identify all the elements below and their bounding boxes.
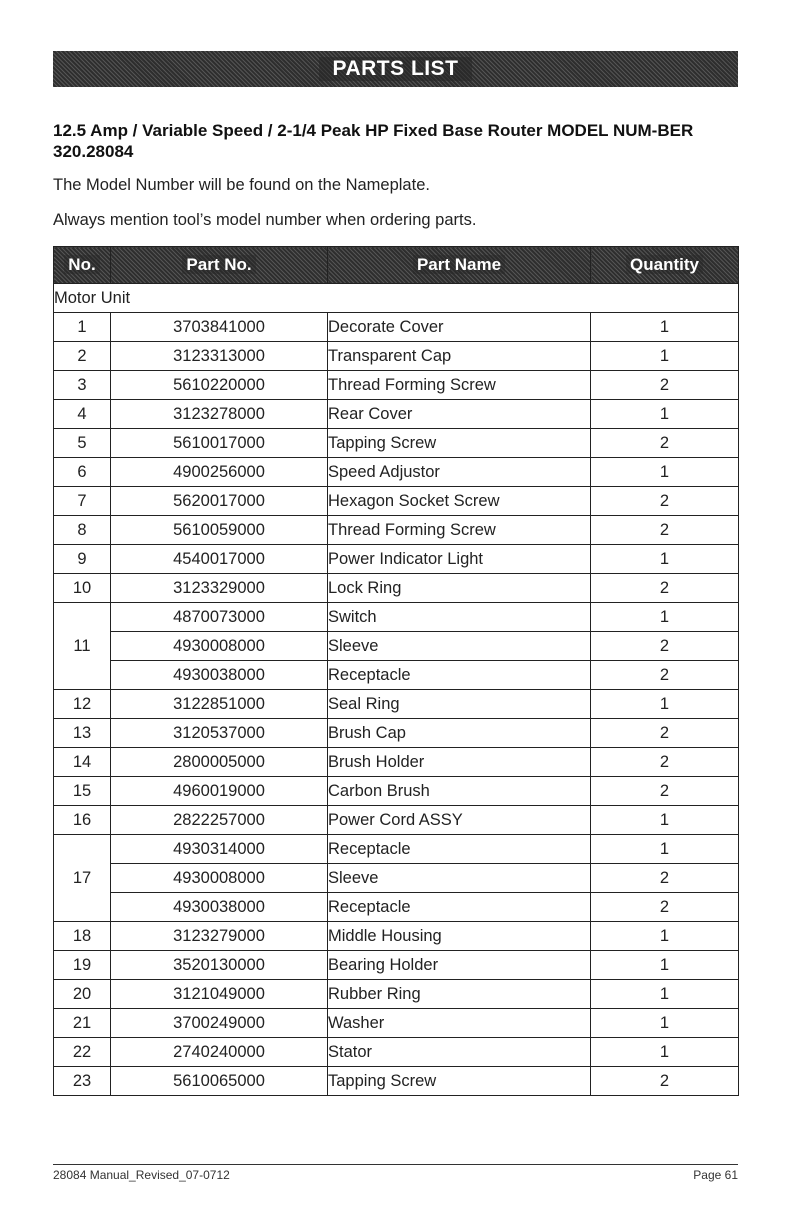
item-number: 12 (54, 690, 111, 719)
item-number: 2 (54, 342, 111, 371)
part-quantity: 2 (591, 632, 739, 661)
section-row (54, 284, 739, 313)
item-number: 13 (54, 719, 111, 748)
part-name: Seal Ring (328, 690, 591, 719)
table-row (54, 487, 739, 516)
table-row (54, 980, 739, 1009)
part-name: Lock Ring (328, 574, 591, 603)
footer-page-number: Page 61 (693, 1168, 738, 1182)
item-number: 10 (54, 574, 111, 603)
header-quantity-label: Quantity (626, 255, 703, 274)
table-row (54, 458, 739, 487)
table-row (54, 313, 739, 342)
part-number: 3121049000 (111, 980, 328, 1009)
part-quantity: 2 (591, 371, 739, 400)
part-number: 3122851000 (111, 690, 328, 719)
header-part-no-label: Part No. (182, 255, 255, 274)
item-number: 8 (54, 516, 111, 545)
table-header-row (54, 247, 739, 284)
part-quantity: 2 (591, 429, 739, 458)
item-number: 11 (54, 603, 111, 690)
item-number: 4 (54, 400, 111, 429)
part-number: 3123279000 (111, 922, 328, 951)
part-number: 5610059000 (111, 516, 328, 545)
part-quantity: 1 (591, 951, 739, 980)
ordering-note: Always mention tool’s model number when ordering parts. (53, 211, 477, 229)
part-quantity: 2 (591, 661, 739, 690)
part-number: 2800005000 (111, 748, 328, 777)
part-quantity: 1 (591, 603, 739, 632)
item-number: 7 (54, 487, 111, 516)
item-number: 17 (54, 835, 111, 922)
parts-table-body (54, 284, 739, 1096)
part-name: Brush Holder (328, 748, 591, 777)
table-row (54, 748, 739, 777)
part-quantity: 2 (591, 748, 739, 777)
part-quantity: 2 (591, 516, 739, 545)
part-name: Washer (328, 1009, 591, 1038)
part-quantity: 1 (591, 835, 739, 864)
item-number: 18 (54, 922, 111, 951)
footer-document-id: 28084 Manual_Revised_07-0712 (53, 1168, 230, 1182)
header-quantity (591, 247, 739, 284)
part-quantity: 2 (591, 574, 739, 603)
part-name: Thread Forming Screw (328, 371, 591, 400)
part-number: 4930038000 (111, 661, 328, 690)
part-number: 3123313000 (111, 342, 328, 371)
part-number: 2740240000 (111, 1038, 328, 1067)
header-part-name (328, 247, 591, 284)
table-row (54, 400, 739, 429)
part-number: 5610017000 (111, 429, 328, 458)
table-row (54, 516, 739, 545)
nameplate-note: The Model Number will be found on the Nameplate. (53, 176, 430, 194)
table-row (54, 1009, 739, 1038)
table-row (54, 893, 739, 922)
part-name: Receptacle (328, 835, 591, 864)
part-quantity: 2 (591, 893, 739, 922)
item-number: 14 (54, 748, 111, 777)
part-number: 5610065000 (111, 1067, 328, 1096)
part-name: Transparent Cap (328, 342, 591, 371)
table-row (54, 719, 739, 748)
part-quantity: 2 (591, 1067, 739, 1096)
part-name: Power Cord ASSY (328, 806, 591, 835)
part-name: Middle Housing (328, 922, 591, 951)
item-number: 22 (54, 1038, 111, 1067)
item-number: 20 (54, 980, 111, 1009)
banner-title: PARTS LIST (319, 57, 473, 81)
part-name: Decorate Cover (328, 313, 591, 342)
part-name: Power Indicator Light (328, 545, 591, 574)
table-row (54, 545, 739, 574)
item-number: 16 (54, 806, 111, 835)
part-name: Speed Adjustor (328, 458, 591, 487)
part-number: 4870073000 (111, 603, 328, 632)
part-number: 5610220000 (111, 371, 328, 400)
part-quantity: 1 (591, 690, 739, 719)
part-name: Rubber Ring (328, 980, 591, 1009)
part-number: 3700249000 (111, 1009, 328, 1038)
part-name: Brush Cap (328, 719, 591, 748)
parts-list-banner (53, 51, 738, 87)
part-number: 3520130000 (111, 951, 328, 980)
footer-divider (53, 1164, 738, 1165)
table-row (54, 835, 739, 864)
table-row (54, 1038, 739, 1067)
table-row (54, 1067, 739, 1096)
part-quantity: 1 (591, 1038, 739, 1067)
table-row (54, 864, 739, 893)
part-name: Sleeve (328, 632, 591, 661)
part-quantity: 1 (591, 400, 739, 429)
item-number: 15 (54, 777, 111, 806)
part-number: 3120537000 (111, 719, 328, 748)
part-quantity: 2 (591, 864, 739, 893)
table-row (54, 806, 739, 835)
header-no-label: No. (64, 255, 99, 274)
part-quantity: 1 (591, 980, 739, 1009)
part-name: Tapping Screw (328, 429, 591, 458)
table-row (54, 690, 739, 719)
part-quantity: 2 (591, 487, 739, 516)
part-name: Hexagon Socket Screw (328, 487, 591, 516)
part-number: 4540017000 (111, 545, 328, 574)
item-number: 6 (54, 458, 111, 487)
item-number: 21 (54, 1009, 111, 1038)
part-name: Sleeve (328, 864, 591, 893)
part-quantity: 1 (591, 922, 739, 951)
part-number: 3703841000 (111, 313, 328, 342)
part-name: Thread Forming Screw (328, 516, 591, 545)
table-row (54, 632, 739, 661)
header-no (54, 247, 111, 284)
part-number: 4930008000 (111, 864, 328, 893)
part-name: Receptacle (328, 893, 591, 922)
part-quantity: 1 (591, 458, 739, 487)
part-number: 4900256000 (111, 458, 328, 487)
part-quantity: 1 (591, 342, 739, 371)
model-heading: 12.5 Amp / Variable Speed / 2-1/4 Peak HP Fixed Base Router MODEL NUM-BER 320.28084 (53, 121, 694, 161)
part-quantity: 2 (591, 777, 739, 806)
part-number: 3123329000 (111, 574, 328, 603)
item-number: 19 (54, 951, 111, 980)
part-quantity: 1 (591, 545, 739, 574)
part-number: 4930008000 (111, 632, 328, 661)
part-quantity: 2 (591, 719, 739, 748)
item-number: 5 (54, 429, 111, 458)
table-row (54, 574, 739, 603)
header-part-name-label: Part Name (413, 255, 505, 274)
table-row (54, 922, 739, 951)
part-number: 4930038000 (111, 893, 328, 922)
part-quantity: 1 (591, 313, 739, 342)
table-row (54, 603, 739, 632)
header-part-no (111, 247, 328, 284)
part-name: Tapping Screw (328, 1067, 591, 1096)
table-row (54, 951, 739, 980)
table-row (54, 429, 739, 458)
part-number: 3123278000 (111, 400, 328, 429)
part-number: 4930314000 (111, 835, 328, 864)
item-number: 9 (54, 545, 111, 574)
item-number: 23 (54, 1067, 111, 1096)
table-row (54, 342, 739, 371)
part-name: Bearing Holder (328, 951, 591, 980)
table-row (54, 661, 739, 690)
table-row (54, 371, 739, 400)
part-number: 2822257000 (111, 806, 328, 835)
part-quantity: 1 (591, 1009, 739, 1038)
part-name: Receptacle (328, 661, 591, 690)
part-number: 5620017000 (111, 487, 328, 516)
section-label: Motor Unit (54, 284, 739, 313)
part-quantity: 1 (591, 806, 739, 835)
part-name: Rear Cover (328, 400, 591, 429)
parts-table (53, 246, 739, 1096)
part-name: Stator (328, 1038, 591, 1067)
part-number: 4960019000 (111, 777, 328, 806)
table-row (54, 777, 739, 806)
item-number: 1 (54, 313, 111, 342)
part-name: Carbon Brush (328, 777, 591, 806)
item-number: 3 (54, 371, 111, 400)
part-name: Switch (328, 603, 591, 632)
